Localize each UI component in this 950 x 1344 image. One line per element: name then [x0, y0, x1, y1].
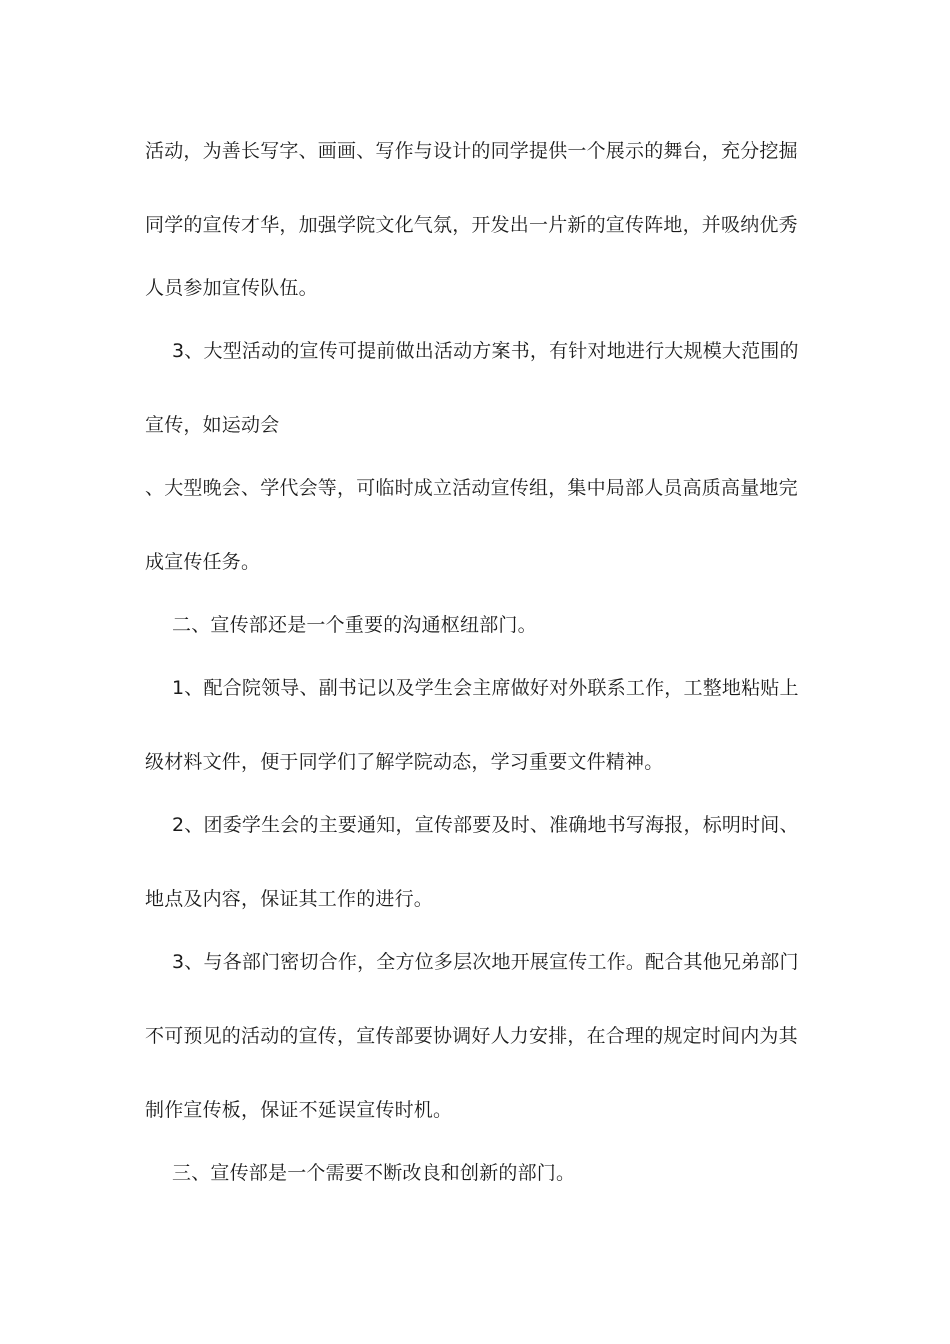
text-line: 活动，为善长写字、画画、写作与设计的同学提供一个展示的舞台，充分挖掘: [145, 140, 798, 162]
section-heading: 二、宣传部还是一个重要的沟通枢纽部门。: [172, 614, 537, 636]
text-line: 成宣传任务。: [145, 551, 261, 573]
text-line: 级材料文件，便于同学们了解学院动态，学习重要文件精神。: [145, 751, 664, 773]
text-line: 2、团委学生会的主要通知，宣传部要及时、准确地书写海报，标明时间、: [172, 814, 799, 836]
text-line: 不可预见的活动的宣传，宣传部要协调好人力安排，在合理的规定时间内为其: [145, 1025, 798, 1047]
text-line: 3、与各部门密切合作，全方位多层次地开展宣传工作。配合其他兄弟部门: [172, 951, 799, 973]
text-line: 地点及内容，保证其工作的进行。: [145, 888, 434, 910]
text-line: 人员参加宣传队伍。: [145, 277, 318, 299]
text-line: 3、大型活动的宣传可提前做出活动方案书，有针对地进行大规模大范围的: [172, 340, 799, 362]
text-line: 制作宣传板，保证不延误宣传时机。: [145, 1099, 453, 1121]
text-line: 宣传，如运动会: [145, 414, 280, 436]
text-line: 1、配合院领导、副书记以及学生会主席做好对外联系工作，工整地粘贴上: [172, 677, 799, 699]
section-heading: 三、宣传部是一个需要不断改良和创新的部门。: [172, 1162, 576, 1184]
text-line: 、大型晚会、学代会等，可临时成立活动宣传组，集中局部人员高质高量地完: [145, 477, 798, 499]
text-line: 同学的宣传才华，加强学院文化气氛，开发出一片新的宣传阵地，并吸纳优秀: [145, 214, 798, 236]
